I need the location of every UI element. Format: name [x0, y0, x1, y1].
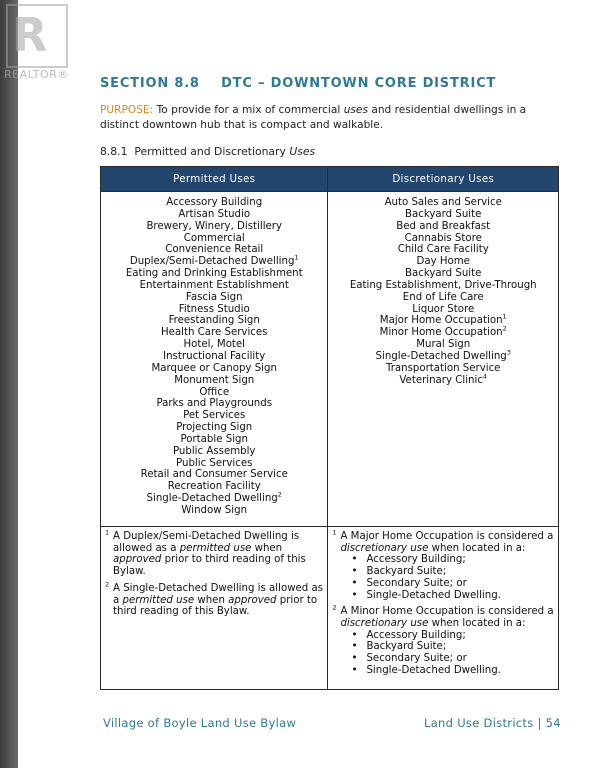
permitted-item [103, 351, 325, 363]
footnote-text-part: when [194, 594, 229, 606]
permitted-item-label: Recreation Facility [167, 481, 261, 493]
discretionary-item [330, 324, 556, 339]
discretionary-item-label: Child Care Facility [397, 244, 489, 256]
discretionary-uses-list [328, 192, 559, 527]
permitted-item [103, 398, 325, 410]
permitted-uses-header: Permitted Uses [101, 167, 328, 192]
permitted-item [103, 268, 325, 280]
section-title: DTC – DOWNTOWN CORE DISTRICT [221, 76, 497, 91]
permitted-item-label: Entertainment Establishment [139, 279, 289, 291]
discretionary-item [330, 292, 556, 304]
permitted-item-label: Health Care Services [160, 327, 268, 339]
permitted-uses-list [101, 192, 328, 527]
permitted-item [103, 481, 325, 493]
footnote-number [332, 603, 340, 676]
footnote [105, 528, 323, 578]
permitted-item-label: Projecting Sign [176, 422, 253, 434]
discretionary-item [330, 233, 556, 245]
permitted-item [103, 327, 325, 339]
uses-list-row [101, 192, 559, 527]
footnote-bullet-list [340, 554, 554, 601]
permitted-item [103, 221, 325, 233]
footnote-bullet-item: • Secondary Suite; or [366, 653, 554, 665]
footnote-bullet-item: • Single-Detached Dwelling. [366, 590, 554, 602]
footnote-number [105, 528, 113, 578]
discretionary-item [330, 315, 556, 327]
permitted-item-label: Convenience Retail [165, 244, 264, 256]
discretionary-item [330, 304, 556, 316]
footnote-bullet-item: • Accessory Building; [366, 630, 554, 642]
footnote-number-mark: 2 [105, 580, 110, 589]
discretionary-item-label: Day Home [416, 256, 470, 268]
permitted-item [103, 422, 325, 434]
footnote-text-part: when located in a: [428, 617, 526, 629]
footnote-bullet-item: • Accessory Building; [366, 554, 554, 566]
footnote-text-part: A Major Home Occupation is considered a [340, 531, 554, 542]
discretionary-item [330, 256, 556, 268]
permitted-item [103, 315, 325, 327]
permitted-item-label: Public Services [176, 457, 253, 469]
footnote-text-part: A Duplex/Semi-Detached Dwelling is allowed as a [113, 531, 300, 554]
permitted-item-label: Public Assembly [172, 445, 256, 457]
footnote-term: discretionary use [340, 542, 429, 554]
discretionary-item-label: Mural Sign [416, 339, 471, 351]
discretionary-item-label: Liquor Store [412, 303, 475, 315]
purpose-text-2: and residential dwellings in a distinct downtown hub that is compact and walkable. [100, 104, 527, 131]
footer-document-title: Village of Boyle Land Use Bylaw [103, 716, 297, 730]
subsection-uses-term: Uses [289, 145, 316, 158]
page-edge-shadow [0, 0, 18, 768]
permitted-item [103, 446, 325, 458]
permitted-item [103, 434, 325, 446]
footnote-text-part: A Single-Detached Dwelling is allowed as a [113, 582, 324, 606]
footnote-term: discretionary use [340, 617, 429, 629]
permitted-item [103, 339, 325, 351]
discretionary-item [330, 244, 556, 256]
realtor-logo-mark: R [12, 8, 48, 62]
permitted-item-label: Brewery, Winery, Distillery [146, 220, 283, 232]
discretionary-item [330, 372, 556, 387]
footnote-bullet-list [340, 630, 554, 677]
footnote-bullet-item: • Backyard Suite; [366, 566, 554, 578]
footnote-bullet-item: • Backyard Suite; [366, 641, 554, 653]
footnote-text [113, 583, 323, 618]
permitted-item-label: Pet Services [183, 410, 246, 422]
footnote-bullet-item: • Single-Detached Dwelling. [366, 665, 554, 677]
uses-table [100, 166, 559, 690]
discretionary-item [330, 221, 556, 233]
purpose-uses-term: uses [343, 104, 368, 116]
discretionary-item-label: Transportation Service [386, 362, 501, 374]
footnote-text [340, 531, 554, 601]
discretionary-item-label: End of Life Care [402, 291, 484, 303]
footnote-number-mark: 1 [332, 528, 337, 537]
permitted-item-label: Office [199, 386, 230, 398]
permitted-item-label: Accessory Building [166, 197, 263, 208]
footnote-marker: 1 [502, 313, 507, 322]
footnote [332, 603, 554, 676]
footnote-term: permitted use [122, 594, 195, 606]
section-number: SECTION 8.8 [100, 76, 200, 91]
permitted-item [103, 363, 325, 375]
footnote-marker: 2 [277, 490, 282, 499]
footnote-marker: 4 [482, 372, 488, 381]
discretionary-item-label: Single-Detached Dwelling [375, 350, 507, 362]
permitted-item [103, 387, 325, 399]
discretionary-item [330, 197, 556, 209]
permitted-item [103, 410, 325, 422]
purpose-text-1: To provide for a mix of commercial [153, 104, 344, 116]
permitted-item-label: Single-Detached Dwelling [146, 493, 278, 505]
permitted-item-label: Artisan Studio [178, 208, 251, 220]
discretionary-item [330, 280, 556, 292]
footnote [105, 580, 324, 618]
footnote-bullet-item: • Secondary Suite; or [366, 578, 554, 590]
discretionary-item-label: Major Home Occupation [379, 315, 503, 327]
permitted-item-label: Monument Sign [174, 374, 255, 386]
discretionary-item [330, 268, 556, 280]
permitted-item-label: Parks and Playgrounds [156, 398, 273, 410]
footnote-marker: 1 [294, 253, 299, 262]
discretionary-item-label: Bed and Breakfast [396, 220, 491, 232]
permitted-item-label: Eating and Drinking Establishment [125, 268, 303, 280]
permitted-item-label: Fitness Studio [178, 303, 250, 315]
permitted-item-label: Hotel, Motel [183, 339, 246, 351]
permitted-item [103, 490, 325, 505]
permitted-item [103, 292, 325, 304]
footnote-text [340, 606, 554, 676]
footnote-number-mark: 1 [105, 528, 110, 537]
purpose-paragraph [100, 103, 560, 133]
section-heading [100, 76, 496, 91]
footnote-text-part: when located in a: [428, 542, 526, 554]
permitted-item [103, 469, 325, 481]
permitted-item [103, 280, 325, 292]
discretionary-item [330, 363, 556, 375]
footnote [332, 528, 554, 601]
permitted-item-label: Freestanding Sign [168, 315, 260, 327]
discretionary-footnotes [328, 527, 559, 690]
discretionary-item [330, 209, 556, 221]
footer-page-info: Land Use Districts | 54 [424, 716, 561, 730]
footnote-number-mark: 2 [332, 603, 337, 612]
footnote-term: approved [228, 594, 277, 606]
footnote-text-part: when [251, 542, 283, 554]
footnote-marker: 2 [502, 324, 507, 333]
permitted-item [103, 197, 325, 209]
permitted-item [103, 304, 325, 316]
discretionary-item [330, 348, 556, 363]
footnotes-row [101, 527, 559, 690]
footnote-text [113, 531, 323, 578]
permitted-item-label: Window Sign [181, 504, 248, 516]
realtor-logo-text: REALTOR® [4, 68, 69, 81]
footnote-text-part: prior to third reading of this Bylaw. [113, 594, 318, 618]
purpose-label: PURPOSE: [100, 104, 154, 116]
permitted-item-label: Marquee or Canopy Sign [151, 362, 277, 374]
discretionary-item-label: Cannabis Store [404, 232, 482, 244]
discretionary-item-label: Eating Establishment, Drive-Through [349, 279, 537, 291]
permitted-item [103, 253, 325, 268]
subsection-title: Permitted and Discretionary [134, 145, 290, 158]
footnote-number [332, 528, 340, 601]
permitted-item-label: Duplex/Semi-Detached Dwelling [129, 256, 295, 268]
footnote-marker: 3 [506, 348, 511, 357]
permitted-item-label: Fascia Sign [185, 291, 243, 303]
permitted-item [103, 505, 325, 517]
permitted-item-label: Retail and Consumer Service [140, 469, 288, 481]
permitted-item [103, 233, 325, 245]
discretionary-item-label: Backyard Suite [405, 268, 482, 280]
table-header-row [101, 167, 559, 192]
permitted-item [103, 209, 325, 221]
permitted-item-label: Portable Sign [180, 433, 248, 445]
permitted-item-label: Commercial [183, 232, 245, 244]
subsection-number: 8.8.1 [100, 145, 128, 158]
discretionary-item [330, 339, 556, 351]
permitted-item-label: Instructional Facility [163, 350, 266, 362]
discretionary-uses-header: Discretionary Uses [328, 167, 559, 192]
discretionary-item-label: Auto Sales and Service [384, 197, 502, 208]
permitted-footnotes [101, 527, 328, 690]
discretionary-item-label: Minor Home Occupation [379, 327, 503, 339]
realtor-watermark [2, 2, 72, 82]
permitted-item [103, 375, 325, 387]
footnote-term: permitted use [179, 542, 252, 554]
footnote-number [105, 580, 113, 618]
discretionary-item-label: Veterinary Clinic [399, 374, 483, 386]
permitted-item [103, 244, 325, 256]
permitted-item [103, 458, 325, 470]
subsection-heading [100, 145, 315, 158]
footnote-text-part: prior to third reading of this Bylaw. [113, 554, 306, 578]
discretionary-item-label: Backyard Suite [405, 208, 482, 220]
footnote-term: approved [113, 554, 162, 566]
footnote-text-part: A Minor Home Occupation is considered a [340, 606, 554, 618]
